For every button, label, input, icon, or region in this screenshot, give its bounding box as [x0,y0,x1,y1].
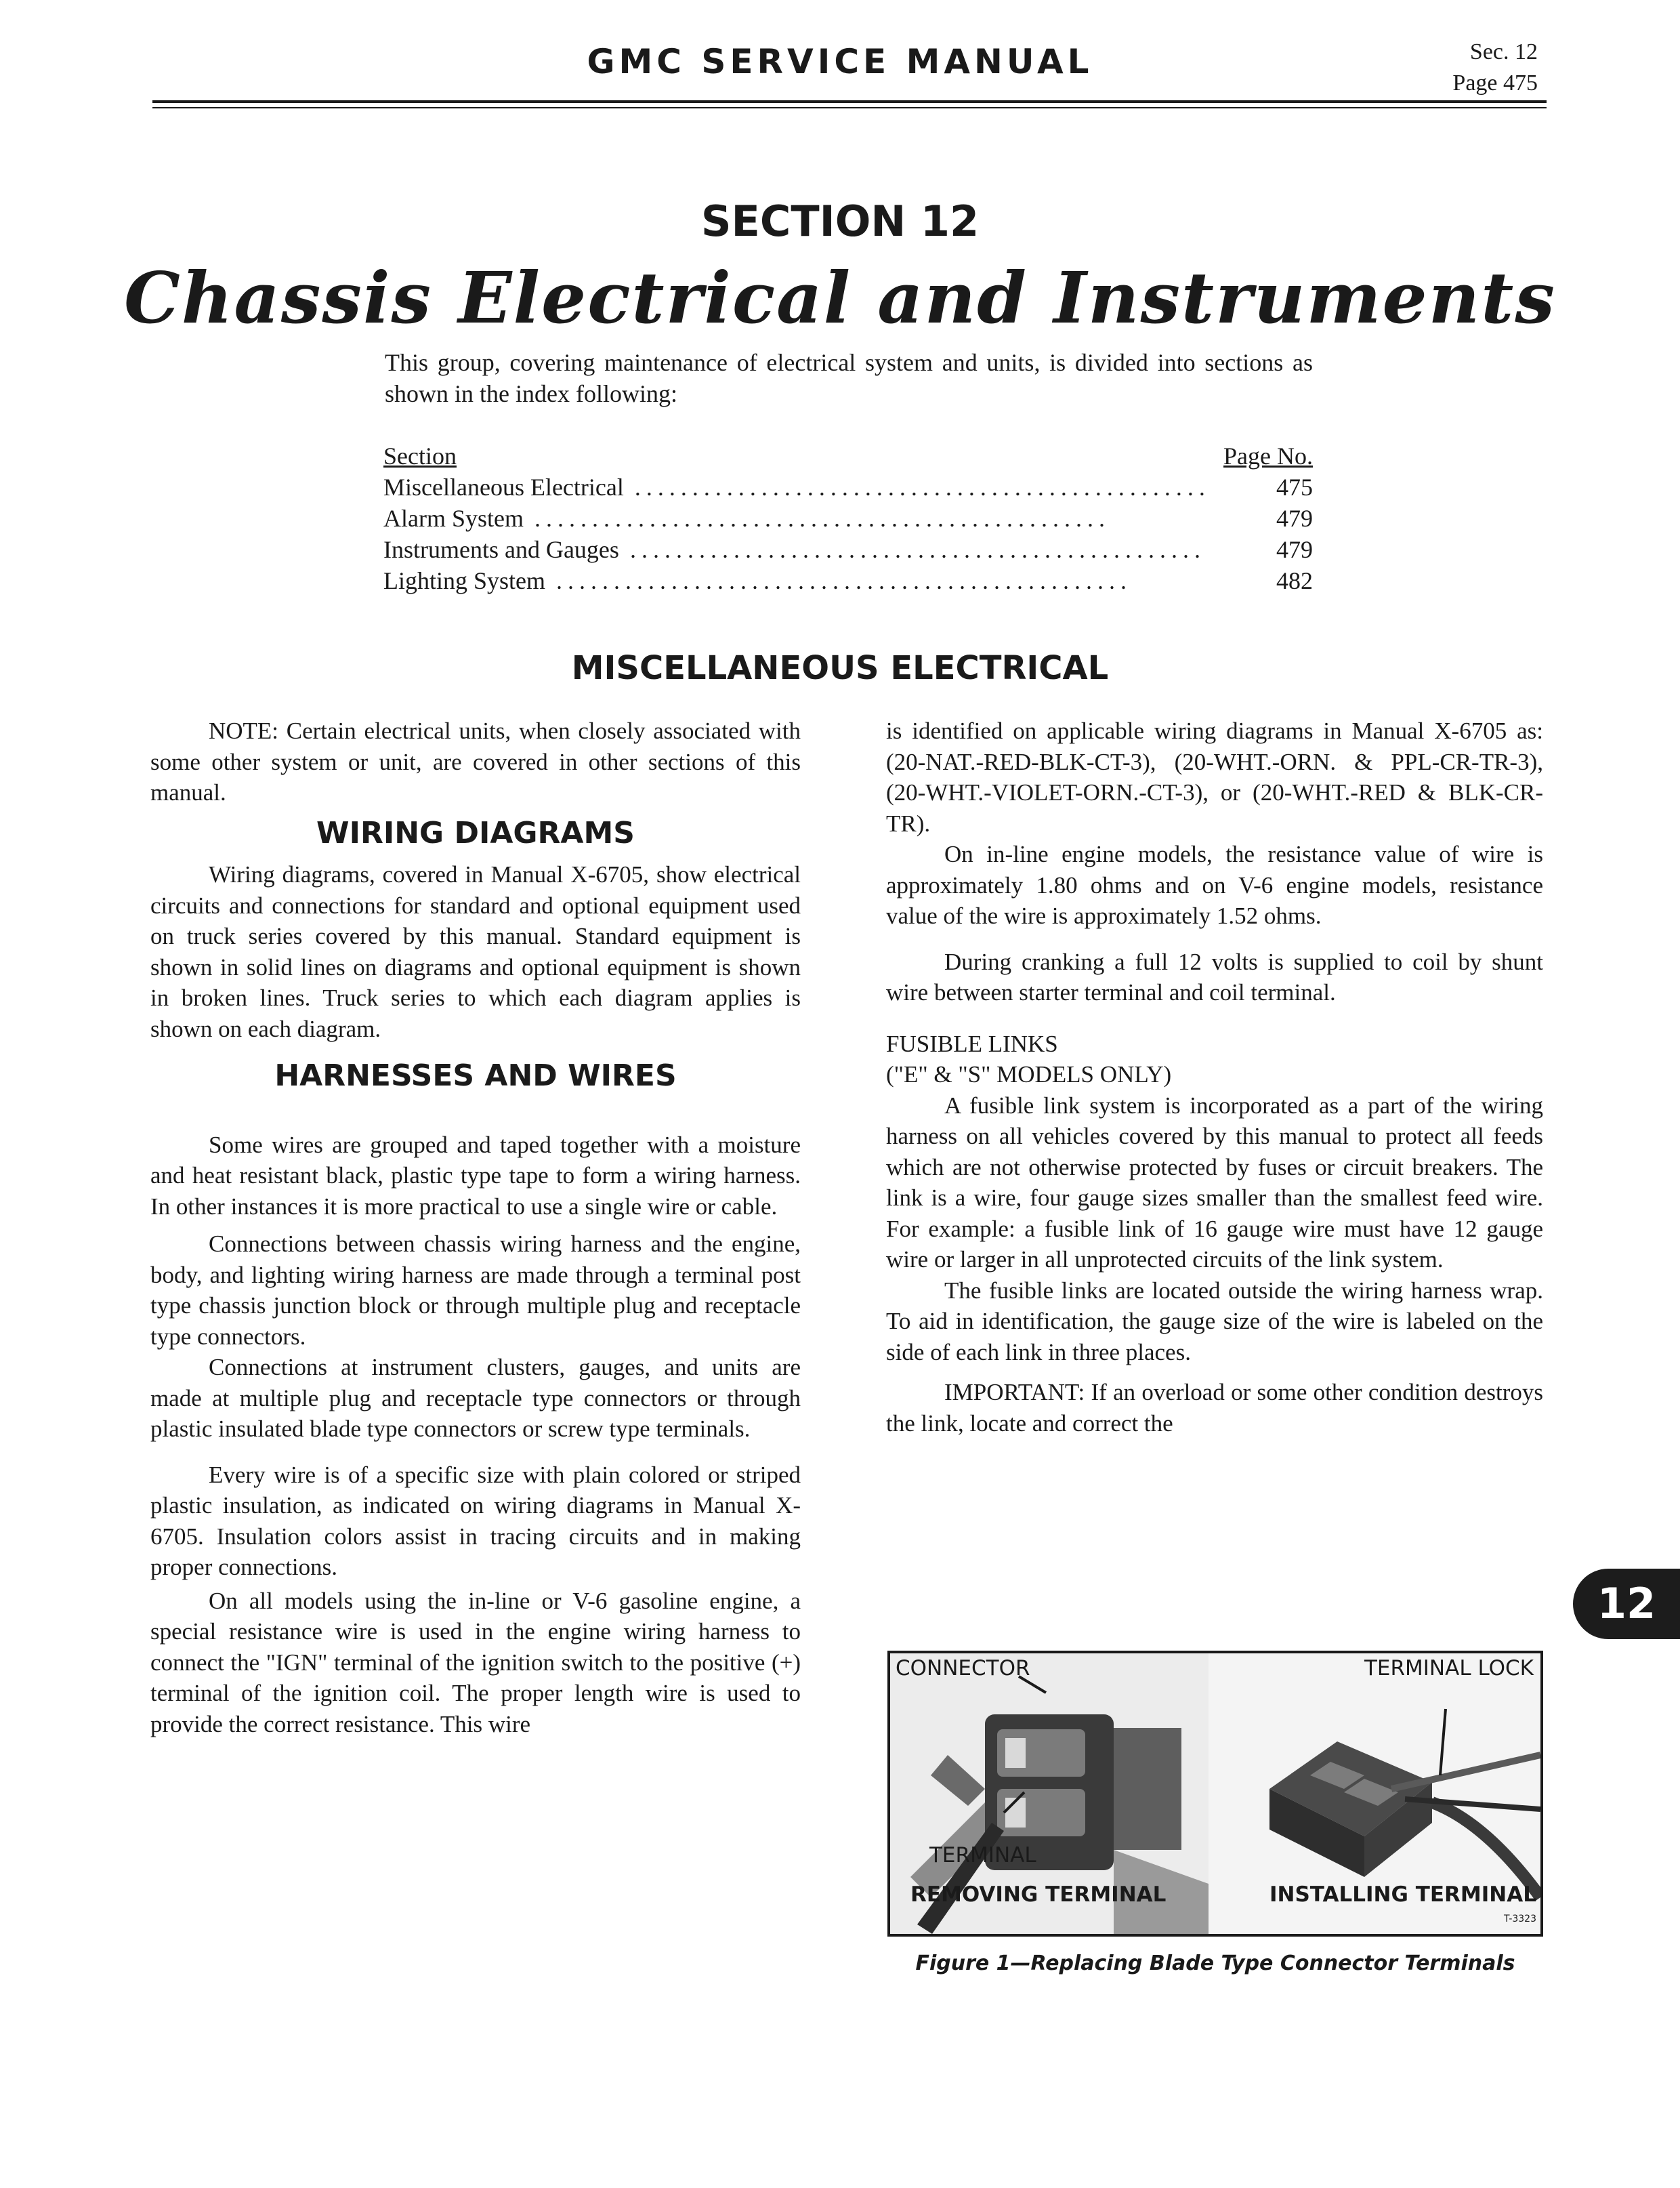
intro-paragraph: This group, covering maintenance of electrical system and units, is divided into sections as shown in the index following: [385,349,1313,407]
page-reference [1452,37,1538,99]
wiring-diagrams-heading: WIRING DIAGRAMS [316,815,635,850]
fusible-paragraph-2: The fusible links are located outside the wiring harness wrap. To aid in identification, the gauge size of the wire is labeled on the side of each link in three places. [886,1277,1543,1365]
index-row [383,534,1313,565]
index-col-section: Section [383,442,457,470]
harnesses-heading: HARNESSES AND WIRES [274,1058,677,1093]
harness-paragraph-2: Connections between chassis wiring harness and the engine, body, and lighting wiring harness are made through a terminal post type chassis junction block or through multiple plug and receptacle type connectors. [150,1231,801,1350]
left-text-column [150,716,801,1739]
index-leader: .................................................. [534,505,1110,532]
index-row [383,565,1313,596]
index-row-label: Alarm System [383,505,524,532]
fusible-links-subheading: ("E" & "S" MODELS ONLY) [886,1061,1172,1088]
wire-id-paragraph: is identified on applicable wiring diagrams in Manual X-6705 as: (20-NAT.-RED-BLK-CT-3), (20-WHT.-ORN. & PPL-CR-TR-3), (20-WHT.-VIOLET-ORN.-CT-3), or (20-WHT.-RED & BLK-CR-TR). [886,718,1543,837]
index-leader: .................................................. [556,567,1133,594]
index-row [383,503,1313,534]
label-removing-terminal: REMOVING TERMINAL [910,1882,1167,1907]
section-label: SECTION 12 [700,197,980,246]
note-paragraph: NOTE: Certain electrical units, when closely associated with some other system or unit, are covered in other sections of this manual. [150,718,801,806]
label-connector: CONNECTOR [896,1656,1030,1680]
cranking-paragraph: During cranking a full 12 volts is supplied to coil by shunt wire between starter terminal and coil terminal. [886,948,1543,1006]
harness-paragraph-1: Some wires are grouped and taped together with a moisture and heat resistant black, plastic type tape to form a wiring harness. In other instances it is more practical to use a single wire or cable. [150,1131,801,1220]
index-row-label: Lighting System [383,567,546,594]
label-installing-terminal: INSTALLING TERMINAL [1269,1882,1536,1907]
label-terminal: TERMINAL [929,1843,1036,1867]
page-ref: Page 475 [1452,70,1538,96]
right-text-column [886,716,1543,1439]
section-title: Chassis Electrical and Instruments [124,256,1556,339]
harness-paragraph-5: On all models using the in-line or V-6 gasoline engine, a special resistance wire is used in the engine wiring harness to connect the "IGN" terminal of the ignition switch to the positive (+) terminal of the ignition coil. The proper length wire is used to provide the correct resistance. This wire [150,1587,801,1737]
figure-caption: Figure 1—Replacing Blade Type Connector Terminals [915,1952,1515,1975]
header-rule-bottom [152,107,1547,108]
index-header [383,440,1313,472]
resistance-paragraph: On in-line engine models, the resistance value of wire is approximately 1.80 ohms and on V-6 engine models, resistance value of the wire is approximately 1.52 ohms. [886,841,1543,929]
section-index [383,440,1313,596]
index-leader: .................................................. [629,536,1206,563]
fusible-paragraph-1: A fusible link system is incorporated as a part of the wiring harness on all vehicles covered by this manual to protect all feeds which are not otherwise protected by fuses or circuit breakers. The link is a wire, four gauge sizes smaller than the smallest feed wire. For example: a fusible link of 16 gauge wire must have 12 gauge wire or larger in all unprotected circuits of the link system. [886,1092,1543,1273]
harness-paragraph-4: Every wire is of a specific size with plain colored or striped plastic insulation, as indicated on wiring diagrams in Manual X-6705. Insulation colors assist in tracing circuits and in making proper connections. [150,1461,801,1580]
index-row-label: Miscellaneous Electrical [383,474,624,501]
section-ref: Sec. 12 [1469,39,1538,64]
index-row-page: 479 [1276,505,1313,532]
important-paragraph: IMPORTANT: If an overload or some other condition destroys the link, locate and correct the [886,1379,1543,1437]
section-thumb-tab: 12 [1573,1569,1680,1639]
misc-electrical-heading: MISCELLANEOUS ELECTRICAL [571,649,1109,687]
index-row-page: 479 [1276,536,1313,563]
figure-connector-terminals [887,1651,1543,1937]
index-row [383,472,1313,503]
index-leader: .................................................. [634,474,1211,501]
index-row-label: Instruments and Gauges [383,536,619,563]
fusible-links-heading: FUSIBLE LINKS [886,1030,1058,1057]
running-header-title: GMC SERVICE MANUAL [587,42,1093,81]
header-rule-top [152,100,1547,103]
harness-paragraph-3: Connections at instrument clusters, gauges, and units are made at multiple plug and receptacle type connectors or through plastic insulated blade type connectors or screw type terminals. [150,1354,801,1442]
wiring-paragraph: Wiring diagrams, covered in Manual X-6705, show electrical circuits and connections for standard and optional equipment used on truck series covered by this manual. Standard equipment is shown in solid lines on diagrams and optional equipment is shown in broken lines. Truck series to which each diagram applies is shown on each diagram. [150,861,801,1042]
figure-ref-code: T-3323 [1504,1914,1536,1924]
index-col-page: Page No. [1223,442,1313,470]
label-terminal-lock: TERMINAL LOCK [1364,1656,1534,1680]
index-row-page: 475 [1276,474,1313,501]
index-row-page: 482 [1276,567,1313,594]
